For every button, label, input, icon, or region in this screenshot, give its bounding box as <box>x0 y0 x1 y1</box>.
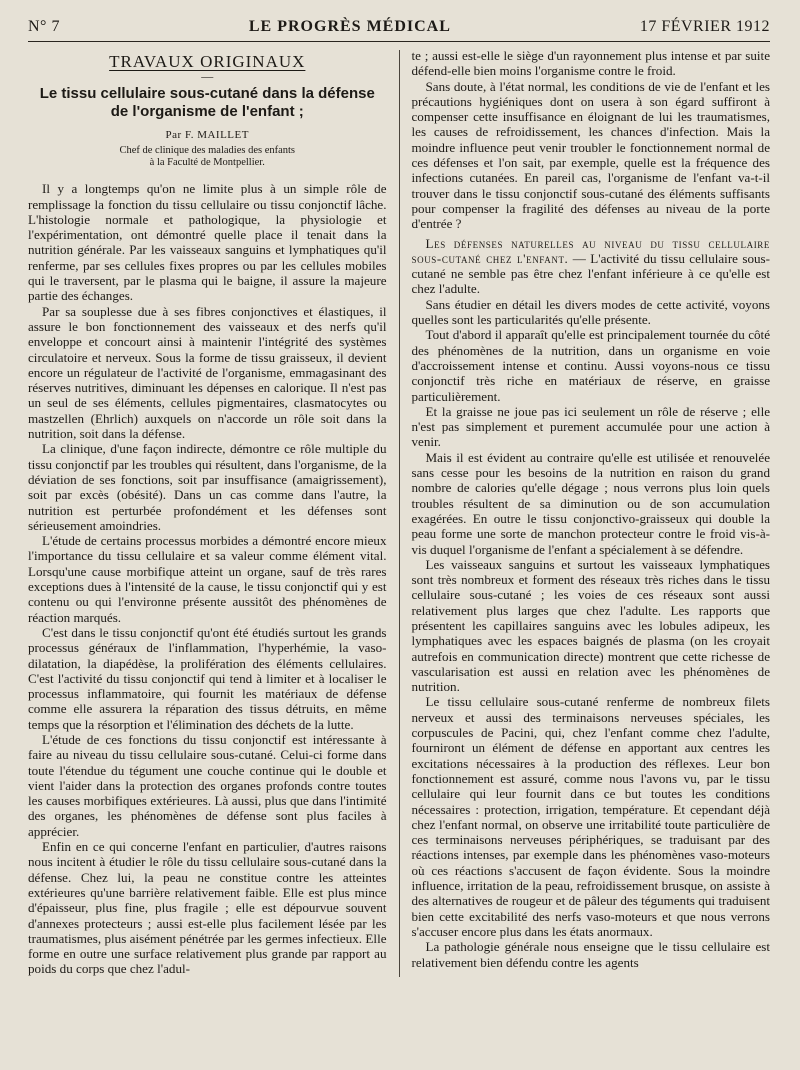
affiliation-line-2: à la Faculté de Montpellier. <box>149 157 265 169</box>
subsection-heading: Les défenses naturelles au niveau du tissu cellulaire sous-cutané chez l'enfant. <box>411 235 771 266</box>
right-column <box>412 48 771 977</box>
paragraph: Et la graisse ne joue pas ici seulement un rôle de réserve ; elle n'est pas simplement et purement accumulée pour une action à venir. <box>411 403 771 450</box>
issue-number: N° 7 <box>28 18 60 35</box>
paragraph: Tout d'abord il apparaît qu'elle est principalement tournée du côté des phénomènes de la nutrition, dans un organisme en voie d'accroissement intense et continu. Aussi voyons-nous ce tissu conjonctif très riche en matériaux de réserve, en graisse particulièrement. <box>411 327 771 404</box>
column-divider <box>399 50 400 977</box>
paragraph: Sans étudier en détail les divers modes de cette activité, voyons quelles sont les particularités qu'elle présente. <box>411 296 771 328</box>
paragraph: Les vaisseaux sanguins et surtout les vaisseaux lymphatiques sont très nombreux et forment des réseaux très riches dans le tissu cellulaire sous-cutané ; les voies de ces réseaux sont aussi relativement plus larges que chez l'adulte. Les rapports que présentent les capillaires sanguins avec les lobules adipeux, les lymphatiques avec les espaces baignés de plasma (on les croyait autrefois en communication directe) montrent que cette richesse de vascularisation est aussi en relation avec les phénomènes de nutrition. <box>411 556 771 695</box>
paragraph: L'étude de ces fonctions du tissu conjonctif est intéressante à faire au niveau du tissu cellulaire sous-cutané. Celui-ci forme dans toute l'étendue du tégument une couche continue qui le double et vient l'aider dans la protection des organes profonds contre toutes les causes morbifiques extérieures. Là aussi, plus que dans l'intimité des organes, les phénomènes de défense sont plus faciles à apprécier. <box>28 731 387 839</box>
section-title: TRAVAUX ORIGINAUX <box>109 52 306 71</box>
section-dash: — <box>201 69 214 84</box>
subsection-text: — L'activité du tissu cellulaire sous-cutané ne semble pas être chez l'enfant inférieure à ce qu'elle est chez l'adulte. <box>411 250 771 297</box>
paragraph-continuation: te ; aussi est-elle le siège d'un rayonnement plus intense et par suite défend-elle bien moins l'organisme contre le froid. <box>411 48 771 79</box>
article-title-line-1: Le tissu cellulaire sous-cutané dans la défense <box>39 85 375 103</box>
paragraph: La clinique, d'une façon indirecte, démontre ce rôle multiple du tissu conjonctif par les troubles qui résultent, dans l'organisme, de la déviation de ses fonctions, soit par insuffisance (amaigrissement), soit par excès (obésité). Dans un cas comme dans l'autre, la nutrition est perturbée profondément et les défenses sont sérieusement amoindries. <box>28 441 387 533</box>
affiliation-line-1: Chef de clinique des maladies des enfants <box>119 145 296 157</box>
paragraph: Par sa souplesse due à ses fibres conjonctives et élastiques, il assure le bon fonctionnement des vaisseaux et des nerfs qu'il enveloppe et concourt ainsi à maintenir l'intégrité des systèmes circulatoire et nerveux. Sous la forme de tissu graisseux, il devient encore un régulateur de l'activité de l'organisme, emmagasinant des réserves nutritives, diminuant les dépenses en calorique. Il n'est pas un seul de ses éléments, cellules pigmentaires, clasmatocytes ou mastzellen (Ehrlich) auxquels on n'accorde un rôle soit dans la nutrition, soit dans la défense. <box>28 303 387 442</box>
paragraph: La pathologie générale nous enseigne que le tissu cellulaire est relativement bien défendu contre les agents <box>411 939 771 970</box>
journal-title: LE PROGRÈS MÉDICAL <box>248 18 451 35</box>
paragraph: Le tissu cellulaire sous-cutané renferme de nombreux filets nerveux et aussi des terminaisons nerveuses spéciales, les corpuscules de Pacini, qui, chez l'enfant comme chez l'adulte, fourniront un élément de défense en apportant aux centres les excitations nécessaires à la production des réflexes. Leur bon fonctionnement est assuré, comme nous l'avons vu, par le tissu cellulaire qui leur fournit dans ce but toutes les conditions nécessaires : protection, irrigation, température. Et cependant déjà chez l'enfant normal, on observe une irritabilité toute particulière de ces terminaisons nerveuses périphériques, se traduisant par des réactions intenses, par exemple dans les phénomènes vaso-moteurs où ces réactions s'accusent de façon évidente. Sous la moindre influence, irritation de la peau, refroidissement brusque, on assiste à des alternatives de rougeur et de pâleur des téguments qui traduisent bien cette excitabilité des nerfs vaso-moteurs et que nous verrons s'accuser encore plus dans les états anormaux. <box>411 694 771 939</box>
paragraph: Enfin en ce qui concerne l'enfant en particulier, d'autres raisons nous incitent à étudier le rôle du tissu cellulaire sous-cutané dans la défense. Chez lui, la peau ne constitue contre les atteintes extérieures qu'une barrière relativement faible. Elle est plus mince d'épaisseur, plus fine, plus fragile ; elle est dépourvue souvent d'annexes protecteurs ; aussi est-elle plus facilement lésée par les traumatismes, plus aisément pénétrée par les germes infectieux. Elle forme en outre une surface relativement plus grande par rapport au poids du corps que chez l'adul- <box>28 839 387 977</box>
paragraph: C'est dans le tissu conjonctif qu'ont été étudiés surtout les grands processus généraux de l'inflammation, l'hyperhémie, la vaso-dilatation, la diapédèse, la prolifération des éléments cellulaires. C'est l'activité du tissu conjonctif qui tend à limiter et à localiser le processus inflammatoire, qui fournit les matériaux de défense comme elle assurera la réparation des tissus détruits, en même temps que la résorption et l'élimination des déchets de la lutte. <box>28 624 387 732</box>
subsection-paragraph <box>412 236 771 297</box>
article-title-line-2: de l'organisme de l'enfant ; <box>110 103 304 121</box>
issue-date: 17 FÉVRIER 1912 <box>639 18 770 35</box>
running-header <box>28 18 770 42</box>
paragraph: Mais il est évident au contraire qu'elle est utilisée et renouvelée sans cesse pour les besoins de la nutrition en raison du grand nombre de calories qu'elle dégage ; nous verrons plus loin quels troubles résultent de sa diminution ou de son accumulation exagérées. En outre le tissu conjonctivo-graisseux qui double la peau forme une sorte de manchon protecteur contre le froid vis-à-vis duquel l'organisme de l'enfant a spécialement à se défendre. <box>411 449 771 557</box>
article-title <box>28 85 387 121</box>
author: Par F. MAILLET <box>165 129 249 142</box>
paragraph: L'étude de certains processus morbides a démontré encore mieux l'importance du tissu cellulaire et sa valeur comme élément vital. Lorsqu'une cause morbifique atteint un organe, sauf de très rares exceptions dues à l'intensité de la cause, le tissu conjonctif qui y est contenu ou qui l'environne présente aussitôt des phénomènes de réaction marqués. <box>28 533 387 625</box>
left-column <box>28 48 387 977</box>
paragraph: Sans doute, à l'état normal, les conditions de vie de l'enfant et les précautions hygiéniques dont on usera à son égard suffiront à compenser cette insuffisance en éloignant de lui les traumatismes, les causes de refroidissement, les chances d'infection. Mais la moindre influence peut venir troubler le fonctionnement normal de ces défenses et l'on sait, par exemple, quelle est la fréquence des infections cutanées. En pareil cas, l'organisme de l'enfant va-t-il trouver dans le tissu conjonctif sous-cutané des éléments suffisants pour compenser la fragilité des défenses au niveau de la porte d'entrée ? <box>411 78 771 232</box>
byline <box>28 129 387 169</box>
paragraph: Il y a longtemps qu'on ne limite plus à un simple rôle de remplissage la fonction du tissu cellulaire ou tissu conjonctif lâche. L'histologie normale et pathologique, la physiologie et l'expérimentation, ont démontré quelle place il tenait dans la nutrition générale. Par les vaisseaux sanguins et lymphatiques qu'il renferme, par ses cellules fixes propres ou par les cellules mobiles qui le traversent, par le plasma qui le baigne, il assure la majeure partie des échanges. <box>28 181 387 304</box>
two-column-body <box>28 48 770 977</box>
